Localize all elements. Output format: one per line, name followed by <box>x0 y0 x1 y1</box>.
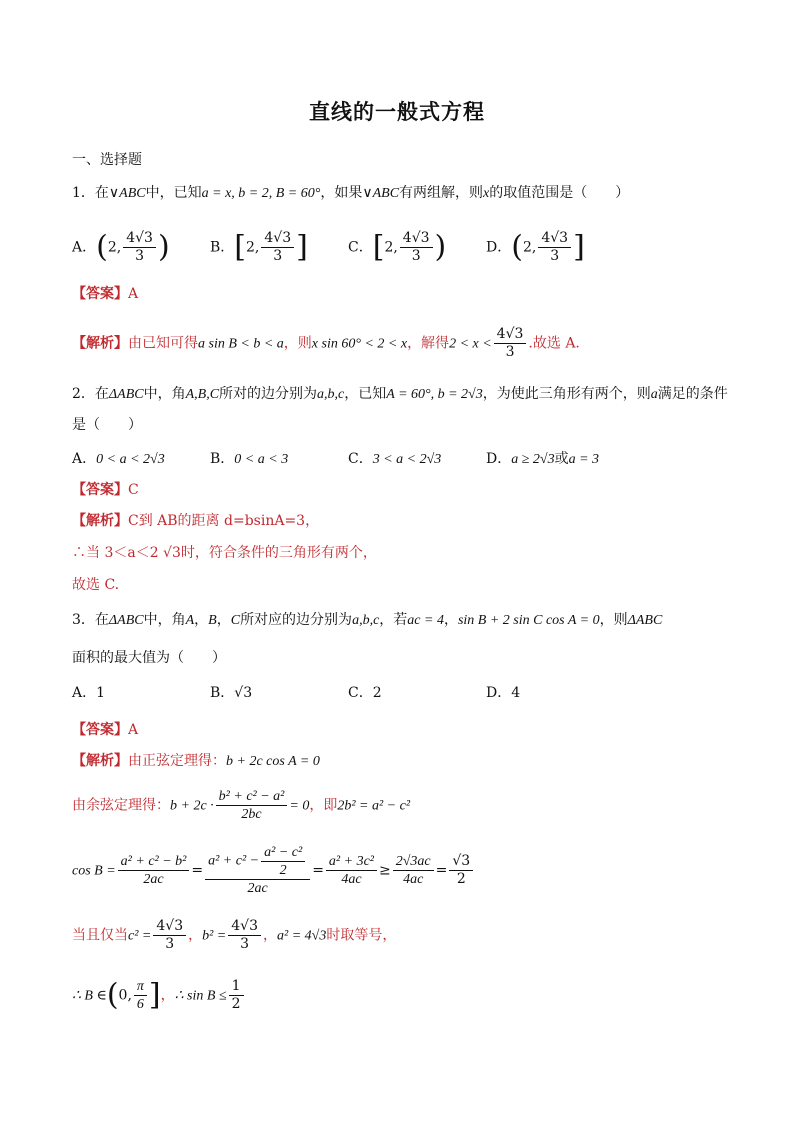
question-2-option-d[interactable]: D．a ≥ 2√3或a = 3 <box>486 451 600 467</box>
question-2-stem-line1: 2．在ΔABC中，角A,B,C所对的边分别为a,b,c，已知A = 60°, b = 2√3，为使此三角形有两个，则a满足的条件 <box>72 386 728 402</box>
question-3-option-b[interactable]: B．√3 <box>210 685 253 701</box>
question-1-option-d[interactable]: D．(2, $\frac{4√3}{3}$ ] <box>486 229 585 265</box>
question-1-answer: 【答案】A <box>72 286 139 302</box>
question-1-option-c[interactable]: C．[2, $\frac{4√3}{3}$ ) <box>348 229 447 265</box>
question-1-option-a[interactable]: A．(2, $\frac{4√3}{3}$ ) <box>72 229 170 265</box>
question-3-option-a[interactable]: A．1 <box>72 685 106 701</box>
question-3-stem-line1: 3．在ΔABC中，角A，B，C所对应的边分别为a,b,c，若ac = 4，sin B + 2 sin C cos A = 0，则ΔABC <box>72 612 663 628</box>
question-2-analysis-line2: ∴当 3＜a＜2 √3时，符合条件的三角形有两个， <box>72 545 377 561</box>
question-1-analysis: 【解析】由已知可得a sin B < b < a，则x sin 60° < 2 < x，解得2 < x < $\frac{4√3}{3}$ .故选 A. <box>72 326 580 360</box>
question-3-answer: 【答案】A <box>72 722 139 738</box>
question-2-option-a[interactable]: A．0 < a < 2√3 <box>72 451 165 467</box>
question-1-stem: 1．在∨ABC中，已知a = x, b = 2, B = 60°，如果∨ABC有两组解，则x的取值范围是（ ） <box>72 185 630 201</box>
question-2-option-c[interactable]: C．3 < a < 2√3 <box>348 451 442 467</box>
question-3-option-c[interactable]: C．2 <box>348 685 382 701</box>
question-1-option-b[interactable]: B．[2, $\frac{4√3}{3}$ ] <box>210 229 308 265</box>
question-2-stem-line2: 是（ ） <box>72 417 142 433</box>
question-3-option-d[interactable]: D．4 <box>486 685 521 701</box>
question-3-analysis-cosB-derivation: cos B = $\frac{\text{a² + c² − b²}}{2ac}$ = a² + c² − $\frac{\text{a² − c²}}{2}$ 2ac = $\frac{\text{a² + 3c²}}{4ac}$ ≥ $\frac{2√3ac}{4ac}$ = $\frac{√3}{2}$ <box>72 844 475 897</box>
question-2-answer: 【答案】C <box>72 482 139 498</box>
question-3-analysis-equality-condition: 当且仅当c² = $\frac{4√3}{3}$ ，b² = $\frac{4√3}{3}$ ，a² = 4√3时取等号， <box>72 918 397 952</box>
page-title: 直线的一般式方程 <box>309 99 485 124</box>
question-2-analysis-line3: 故选 C. <box>72 577 120 593</box>
question-2-option-b[interactable]: B．0 < a < 3 <box>210 451 289 467</box>
question-3-analysis-conclusion: ∴ B ∈(0, $\frac{\pi}{6}$ ]，∴ sin B ≤ $\frac{1}{2}$ <box>72 978 246 1013</box>
question-3-stem-line2: 面积的最大值为（ ） <box>72 650 226 666</box>
question-3-analysis-sine-rule: 【解析】由正弦定理得：b + 2c cos A = 0 <box>72 753 320 769</box>
question-2-analysis-line1: 【解析】C到 AB的距离 d=bsinA=3， <box>72 513 320 529</box>
question-3-analysis-cosine-rule: 由余弦定理得：b + 2c · $\frac{\text{b² + c² − a²}}{2bc}$ = 0，即2b² = a² − c² <box>72 789 411 822</box>
section-heading: 一、选择题 <box>72 152 142 168</box>
